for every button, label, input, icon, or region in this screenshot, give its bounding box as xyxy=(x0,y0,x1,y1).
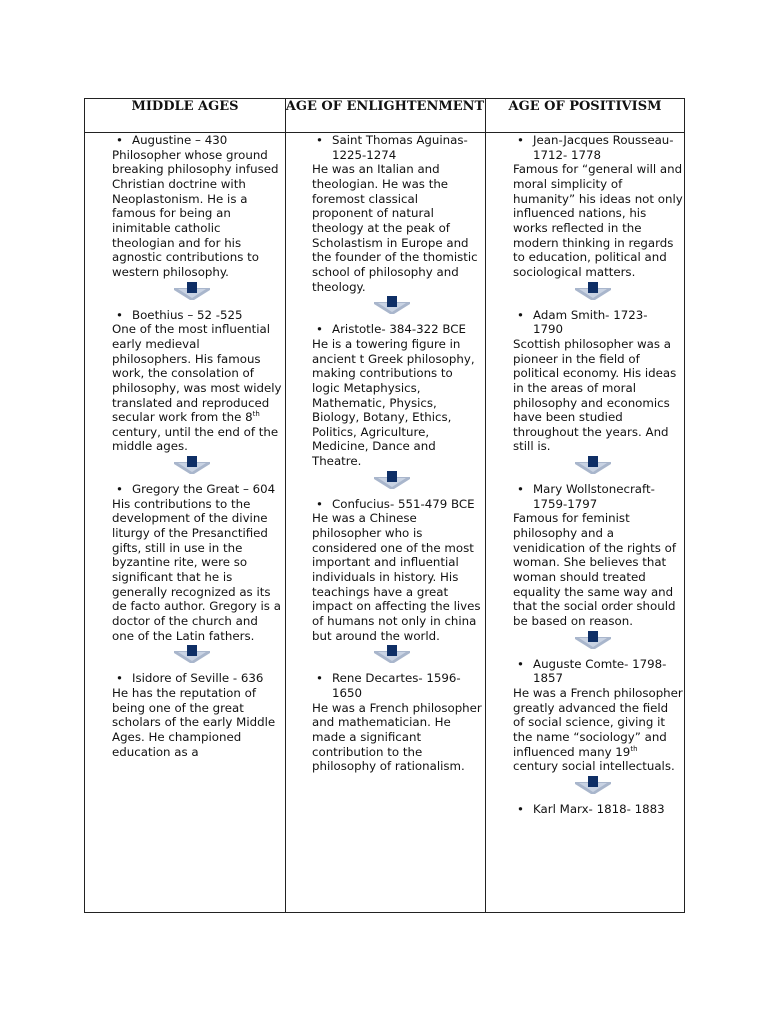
philosopher-entry xyxy=(513,308,683,483)
philosopher-name: Confucius- 551-479 BCE xyxy=(332,496,475,511)
philosopher-name-item xyxy=(312,497,482,512)
chevron-down-banner-icon xyxy=(112,282,282,302)
chevron-down-banner-icon xyxy=(312,645,482,665)
philosopher-name: Karl Marx- 1818- 1883 xyxy=(533,801,665,816)
philosopher-entry xyxy=(112,308,282,483)
philosopher-name: Augustine – 430 xyxy=(132,133,228,147)
philosopher-name-item xyxy=(112,133,282,148)
philosopher-description xyxy=(112,322,282,454)
column-age-of-positivism xyxy=(513,133,683,912)
philosopher-description: His contributions to the development of the divine liturgy of the Presanctified gifts, still in use in the byzantine rite, were so significant that he is generally recognized as its de facto author. Gregory is a doctor of the church and one of the Latin fathers. xyxy=(112,496,281,643)
bullet-icon: • xyxy=(316,671,323,686)
philosopher-name-item xyxy=(513,657,683,686)
bullet-icon: • xyxy=(316,496,323,511)
philosopher-name: Saint Thomas Aguinas- 1225-1274 xyxy=(332,133,468,162)
philosopher-description: He was a French philosopher and mathematician. He made a significant contribution to the philosophy of rationalism. xyxy=(312,700,482,774)
philosopher-name-item xyxy=(513,133,683,162)
bullet-icon: • xyxy=(116,133,123,147)
philosopher-name: Isidore of Seville - 636 xyxy=(132,671,264,686)
chevron-down-banner-icon xyxy=(112,645,282,665)
description-text: century social intellectuals. xyxy=(513,759,675,774)
description-text: He was a French philosopher greatly advanced the field of social science, giving it the name “sociology” and influenced many 19 xyxy=(513,686,683,759)
philosopher-name-item xyxy=(513,308,683,337)
bullet-icon: • xyxy=(116,482,123,497)
philosopher-description xyxy=(513,686,683,774)
column-divider xyxy=(285,99,286,912)
philosopher-name-item xyxy=(513,482,683,511)
philosopher-description: Famous for feminist philosophy and a venidication of the rights of woman. She believes that woman should treated equality the same way and that the social order should be based on reason. xyxy=(513,511,677,629)
philosopher-entry xyxy=(112,482,282,671)
philosophers-table xyxy=(84,98,685,913)
bullet-icon: • xyxy=(316,133,323,147)
philosopher-name: Gregory the Great – 604 xyxy=(132,482,276,497)
philosopher-name-item xyxy=(112,482,282,497)
description-text: century, until the end of the middle ages. xyxy=(112,424,279,454)
chevron-down-banner-icon xyxy=(513,631,683,651)
philosopher-name: Boethius – 52 -525 xyxy=(132,307,243,322)
ordinal-suffix: th xyxy=(252,410,260,419)
philosopher-name-item xyxy=(312,671,482,700)
philosopher-name-item xyxy=(513,802,683,817)
philosopher-description: He was an Italian and theologian. He was the foremost classical proponent of natural theology at the peak of Scholastism in Europe and the founder of the thomistic school of philosophy and theology. xyxy=(312,162,478,294)
chevron-down-banner-icon xyxy=(312,471,482,491)
description-text: One of the most influential early medieval philosophers. His famous work, the consolation of philosophy, was most widely translated and reproduced secular work from the 8 xyxy=(112,322,282,425)
header-age-of-positivism: AGE OF POSITIVISM xyxy=(508,99,662,114)
chevron-down-banner-icon xyxy=(112,456,282,476)
header-age-of-enlightenment: AGE OF ENLIGHTENMENT xyxy=(285,99,485,114)
philosopher-entry xyxy=(312,671,482,774)
philosopher-entry xyxy=(513,133,683,308)
bullet-icon: • xyxy=(517,482,524,497)
chevron-down-banner-icon xyxy=(312,296,482,316)
chevron-down-banner-icon xyxy=(513,456,683,476)
philosopher-entry xyxy=(112,133,282,308)
bullet-icon: • xyxy=(517,801,524,816)
philosopher-description: He was a Chinese philosopher who is considered one of the most important and influential individuals in history. His teachings have a great impact on affecting the lives of humans not only in china but around the world. xyxy=(312,511,481,643)
bullet-icon: • xyxy=(517,656,524,671)
philosopher-name-item xyxy=(112,308,282,323)
bullet-icon: • xyxy=(316,322,323,337)
column-middle-ages xyxy=(112,133,282,912)
philosopher-name-item xyxy=(112,671,282,686)
philosopher-name: Aristotle- 384-322 BCE xyxy=(332,322,466,337)
philosopher-name: Jean-Jacques Rousseau- 1712- 1778 xyxy=(533,133,674,162)
bullet-icon: • xyxy=(116,307,123,322)
philosopher-entry xyxy=(513,482,683,657)
philosopher-description: He is a towering figure in ancient t Greek philosophy, making contributions to logic Metaphysics, Mathematic, Physics, Biology, Botany, Ethics, Politics, Agriculture, Medicine, Dance and Theatre. xyxy=(312,336,475,469)
philosopher-name: Mary Wollstonecraft- 1759-1797 xyxy=(533,482,655,511)
philosopher-entry xyxy=(112,671,282,759)
column-divider xyxy=(485,99,486,912)
philosopher-description: Scottish philosopher was a pioneer in the field of political economy. His ideas in the areas of moral philosophy and economics have been studied throughout the years. And still is. xyxy=(513,336,677,454)
philosopher-name: Auguste Comte- 1798-1857 xyxy=(533,656,667,686)
philosopher-entry xyxy=(312,497,482,672)
philosopher-entry xyxy=(513,802,683,817)
philosopher-entry xyxy=(312,322,482,497)
chevron-down-banner-icon xyxy=(513,776,683,796)
philosopher-name-item xyxy=(312,133,482,162)
bullet-icon: • xyxy=(116,671,123,686)
column-age-of-enlightenment xyxy=(312,133,482,912)
philosopher-description: He has the reputation of being one of the great scholars of the early Middle Ages. He championed education as a xyxy=(112,686,276,759)
philosopher-description: Famous for “general will and moral simplicity of humanity” his ideas not only influenced nations, his works reflected in the modern thinking in regards to education, political and sociological matters. xyxy=(513,162,683,279)
bullet-icon: • xyxy=(517,133,524,147)
ordinal-suffix: th xyxy=(630,744,638,753)
philosopher-entry xyxy=(513,657,683,802)
philosopher-name: Rene Decartes- 1596-1650 xyxy=(332,671,461,700)
chevron-down-banner-icon xyxy=(513,282,683,302)
philosopher-name-item xyxy=(312,322,482,337)
philosopher-entry xyxy=(312,133,482,322)
header-middle-ages: MIDDLE AGES xyxy=(131,99,239,114)
bullet-icon: • xyxy=(517,307,524,322)
philosopher-description: Philosopher whose ground breaking philosophy infused Christian doctrine with Neoplastonism. He is a famous for being an inimitable catholic theologian and for his agnostic contributions to western philosophy. xyxy=(112,147,279,279)
philosopher-name: Adam Smith- 1723- 1790 xyxy=(533,307,648,337)
